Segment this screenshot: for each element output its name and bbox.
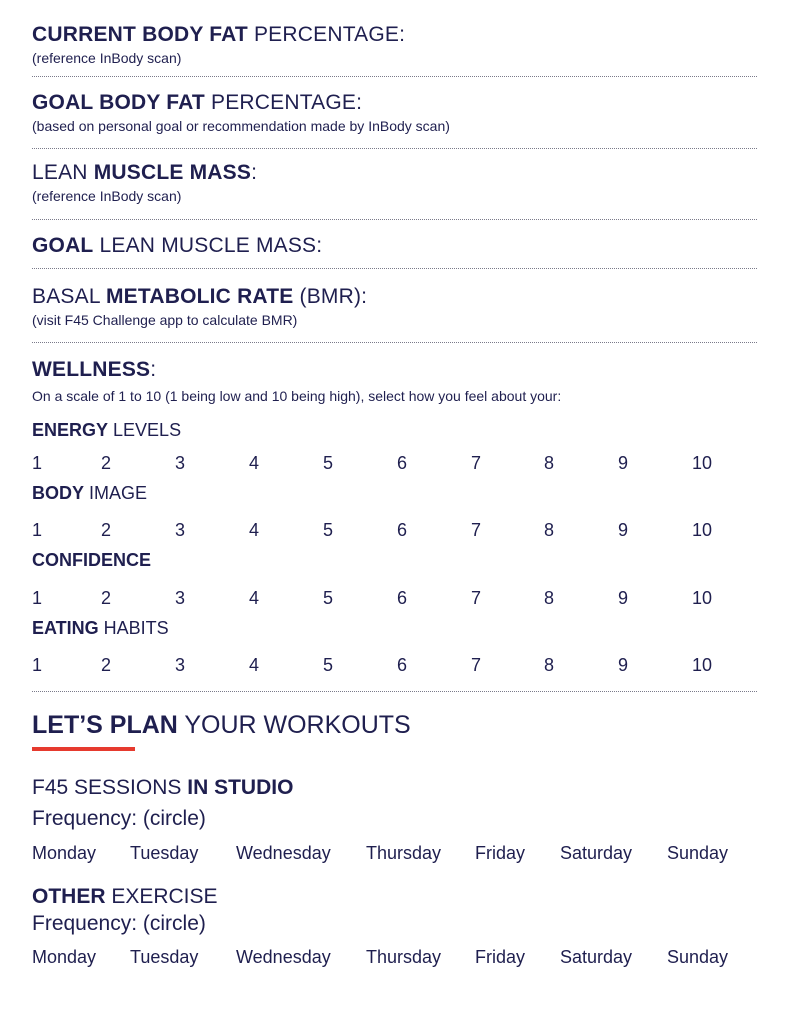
- lean-muscle-mass-field: [32, 160, 757, 205]
- scale-option[interactable]: 5: [323, 655, 334, 675]
- scale-option[interactable]: 1: [32, 520, 43, 540]
- heading-accent-bar: [32, 747, 135, 751]
- day-option-friday[interactable]: Friday: [475, 843, 526, 863]
- goal-body-fat-field: [32, 90, 757, 135]
- answer-line[interactable]: [32, 219, 757, 220]
- answer-line[interactable]: [32, 342, 757, 343]
- energy-levels-scale: [32, 452, 757, 474]
- scale-option[interactable]: 6: [397, 588, 408, 608]
- scale-option[interactable]: 7: [471, 520, 482, 540]
- answer-line[interactable]: [32, 76, 757, 77]
- day-option-sunday[interactable]: Sunday: [667, 843, 729, 863]
- scale-option[interactable]: 8: [544, 588, 555, 608]
- day-option-monday[interactable]: Monday: [32, 843, 97, 863]
- scale-option[interactable]: 7: [471, 588, 482, 608]
- f45-sessions-heading: F45 SESSIONS IN STUDIO: [32, 776, 294, 799]
- field-label: GOAL BODY FAT PERCENTAGE:: [32, 91, 363, 114]
- scale-option[interactable]: 2: [101, 520, 112, 540]
- field-hint: (visit F45 Challenge app to calculate BMR): [32, 312, 298, 328]
- energy-levels-label: ENERGY LEVELS: [32, 420, 182, 440]
- goal-lean-muscle-mass-field: [32, 233, 757, 259]
- scale-option[interactable]: 6: [397, 453, 408, 473]
- eating-habits-scale: [32, 654, 757, 676]
- day-option-tuesday[interactable]: Tuesday: [130, 843, 199, 863]
- scale-option[interactable]: 2: [101, 453, 112, 473]
- scale-option[interactable]: 10: [692, 655, 713, 675]
- wellness-section: [32, 357, 757, 405]
- scale-option[interactable]: 6: [397, 655, 408, 675]
- day-option-thursday[interactable]: Thursday: [366, 843, 442, 863]
- field-label: LEAN MUSCLE MASS:: [32, 161, 258, 184]
- answer-line[interactable]: [32, 148, 757, 149]
- scale-option[interactable]: 1: [32, 588, 43, 608]
- scale-option[interactable]: 3: [175, 588, 186, 608]
- confidence-label: CONFIDENCE: [32, 550, 152, 570]
- basal-metabolic-rate-field: [32, 284, 757, 329]
- scale-option[interactable]: 2: [101, 588, 112, 608]
- field-label: GOAL LEAN MUSCLE MASS:: [32, 234, 323, 257]
- scale-option[interactable]: 1: [32, 655, 43, 675]
- other-exercise-frequency: Frequency: (circle): [32, 912, 206, 935]
- scale-option[interactable]: 10: [692, 520, 713, 540]
- field-label: BASAL METABOLIC RATE (BMR):: [32, 285, 368, 308]
- field-hint: (based on personal goal or recommendation made by InBody scan): [32, 118, 450, 134]
- body-image-label: BODY IMAGE: [32, 483, 148, 503]
- scale-option[interactable]: 9: [618, 655, 629, 675]
- scale-option[interactable]: 5: [323, 453, 334, 473]
- confidence-scale: [32, 587, 757, 609]
- day-option-friday[interactable]: Friday: [475, 947, 526, 967]
- day-option-sunday[interactable]: Sunday: [667, 947, 729, 967]
- scale-option[interactable]: 9: [618, 588, 629, 608]
- scale-option[interactable]: 8: [544, 453, 555, 473]
- scale-option[interactable]: 7: [471, 655, 482, 675]
- other-exercise-heading: OTHER EXERCISE: [32, 885, 218, 908]
- day-option-wednesday[interactable]: Wednesday: [236, 843, 331, 863]
- section-divider: [32, 691, 757, 692]
- scale-option[interactable]: 8: [544, 520, 555, 540]
- scale-option[interactable]: 3: [175, 655, 186, 675]
- current-body-fat-field: [32, 22, 757, 67]
- scale-option[interactable]: 10: [692, 588, 713, 608]
- day-option-saturday[interactable]: Saturday: [560, 843, 633, 863]
- day-option-saturday[interactable]: Saturday: [560, 947, 633, 967]
- wellness-title: WELLNESS:: [32, 358, 157, 381]
- scale-option[interactable]: 4: [249, 588, 260, 608]
- scale-option[interactable]: 7: [471, 453, 482, 473]
- day-option-thursday[interactable]: Thursday: [366, 947, 442, 967]
- scale-option[interactable]: 2: [101, 655, 112, 675]
- plan-workouts-heading: LET’S PLAN YOUR WORKOUTS: [32, 711, 411, 739]
- scale-option[interactable]: 4: [249, 520, 260, 540]
- field-label: CURRENT BODY FAT PERCENTAGE:: [32, 23, 406, 46]
- f45-sessions-days: [32, 841, 757, 865]
- other-exercise-days: [32, 945, 757, 969]
- scale-option[interactable]: 4: [249, 453, 260, 473]
- day-option-tuesday[interactable]: Tuesday: [130, 947, 199, 967]
- answer-line[interactable]: [32, 268, 757, 269]
- scale-option[interactable]: 3: [175, 453, 186, 473]
- scale-option[interactable]: 4: [249, 655, 260, 675]
- field-hint: (reference InBody scan): [32, 188, 182, 204]
- scale-option[interactable]: 10: [692, 453, 713, 473]
- day-option-wednesday[interactable]: Wednesday: [236, 947, 331, 967]
- body-image-scale: [32, 519, 757, 541]
- scale-option[interactable]: 5: [323, 520, 334, 540]
- scale-option[interactable]: 9: [618, 520, 629, 540]
- f45-sessions-frequency: Frequency: (circle): [32, 807, 206, 830]
- eating-habits-label: EATING HABITS: [32, 618, 169, 638]
- scale-option[interactable]: 3: [175, 520, 186, 540]
- wellness-instruction: On a scale of 1 to 10 (1 being low and 10 being high), select how you feel about your:: [32, 388, 562, 404]
- scale-option[interactable]: 5: [323, 588, 334, 608]
- scale-option[interactable]: 6: [397, 520, 408, 540]
- scale-option[interactable]: 8: [544, 655, 555, 675]
- scale-option[interactable]: 9: [618, 453, 629, 473]
- day-option-monday[interactable]: Monday: [32, 947, 97, 967]
- field-hint: (reference InBody scan): [32, 50, 182, 66]
- scale-option[interactable]: 1: [32, 453, 43, 473]
